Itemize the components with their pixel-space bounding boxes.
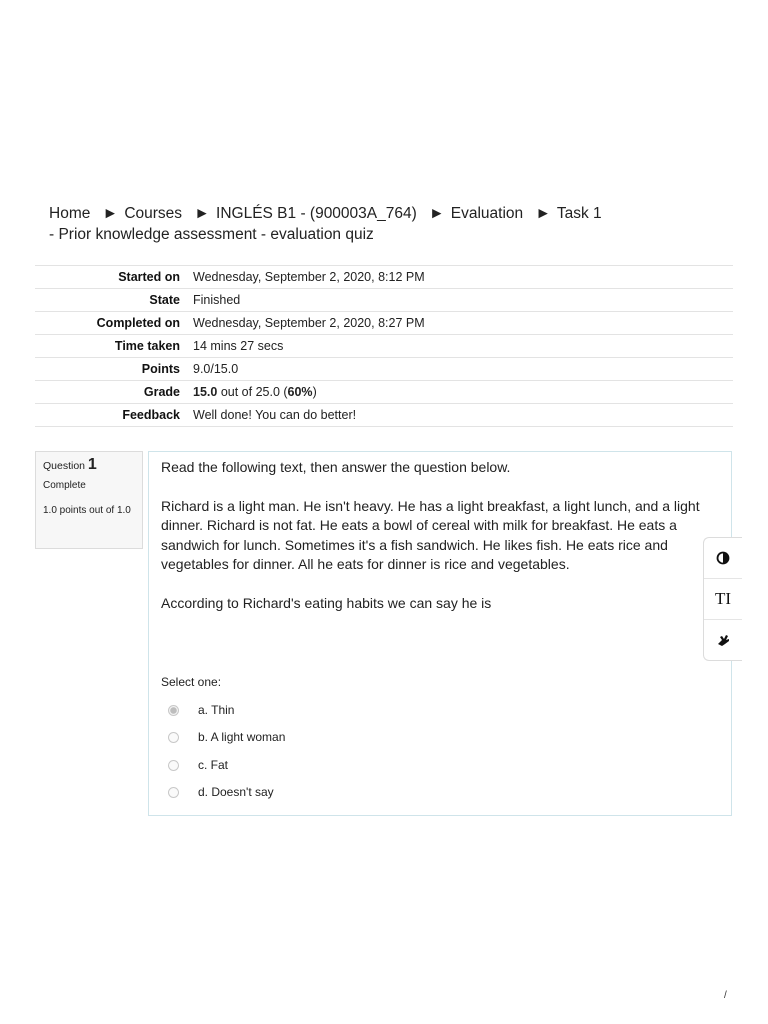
breadcrumb-evaluation-link[interactable]: Evaluation [450, 205, 524, 222]
question-content [148, 451, 732, 816]
answer-radio[interactable] [168, 732, 179, 743]
summary-row-time-taken [35, 335, 733, 358]
grade-score: 15.0 [193, 385, 218, 399]
text-size-icon[interactable] [704, 579, 742, 620]
summary-row-points [35, 358, 733, 381]
question-state: Complete [43, 480, 86, 491]
text-size-glyph: TI [714, 589, 732, 608]
question-stem: According to Richard's eating habits we can say he is [161, 594, 492, 611]
grade-percent: 60% [287, 385, 313, 399]
answer-radio[interactable] [168, 760, 179, 771]
accessibility-toolbar [703, 537, 742, 661]
summary-label: Started on [118, 270, 180, 284]
summary-value [187, 381, 733, 404]
summary-value: Well done! You can do better! [193, 408, 357, 422]
summary-value: 14 mins 27 secs [193, 339, 284, 353]
summary-label: State [149, 293, 180, 307]
answer-radio[interactable] [168, 705, 179, 716]
question-grade: 1.0 points out of 1.0 [43, 505, 131, 516]
answer-list [161, 697, 731, 807]
answer-option-c[interactable] [161, 752, 731, 780]
summary-row-started [35, 266, 733, 289]
breadcrumb-courses-link[interactable]: Courses [124, 205, 183, 222]
page-mark: / [724, 990, 727, 1001]
answer-label: a. Thin [198, 702, 235, 717]
summary-value: Finished [193, 293, 241, 307]
question-number [43, 456, 135, 474]
summary-label: Points [141, 362, 180, 376]
answer-option-b[interactable] [161, 724, 731, 752]
summary-label: Completed on [96, 316, 180, 330]
question-number-value: 1 [87, 456, 97, 473]
breadcrumb-quiz-link[interactable]: Task 1 - Prior knowledge assessment - evaluation quiz [49, 205, 602, 243]
question-label: Question [43, 460, 86, 472]
question-info-panel [35, 451, 143, 549]
summary-value: Wednesday, September 2, 2020, 8:27 PM [193, 316, 425, 330]
breadcrumb-separator: ► [102, 205, 119, 222]
summary-value: Wednesday, September 2, 2020, 8:12 PM [193, 270, 425, 284]
contrast-icon[interactable] [704, 538, 742, 579]
grade-close: ) [312, 385, 317, 399]
summary-row-feedback [35, 404, 733, 427]
select-one-prompt: Select one: [161, 675, 222, 689]
summary-row-completed [35, 312, 733, 335]
summary-row-grade [35, 381, 733, 404]
hand-icon[interactable] [704, 620, 742, 660]
answer-radio[interactable] [168, 787, 179, 798]
answer-option-d[interactable] [161, 779, 731, 807]
grade-out-of: out of 25.0 ( [217, 385, 288, 399]
attempt-summary-table [35, 265, 733, 427]
breadcrumb-home-link[interactable]: Home [49, 205, 91, 222]
summary-value: 9.0/15.0 [193, 362, 239, 376]
breadcrumb [49, 203, 609, 245]
answer-option-a[interactable] [161, 697, 731, 725]
question-passage: Richard is a light man. He isn't heavy. He has a light breakfast, a light lunch, and a light dinner. Richard is not fat. He eats a bowl of cereal with milk for breakfast. He eats a sandwich for lunch. Sometimes it's a fish sandwich. He likes fish. He eats rice and vegetables for dinner. All he eats for dinner is rice and vegetables. [161, 497, 700, 572]
question-intro: Read the following text, then answer the question below. [161, 459, 511, 475]
summary-label: Grade [143, 385, 180, 399]
breadcrumb-course-link[interactable]: INGLÉS B1 - (900003A_764) [216, 205, 417, 222]
answer-label: c. Fat [198, 757, 229, 772]
breadcrumb-separator: ► [429, 205, 445, 222]
answer-label: b. A light woman [198, 730, 286, 744]
summary-label: Feedback [122, 408, 180, 422]
summary-row-state [35, 289, 733, 312]
breadcrumb-separator: ► [535, 205, 551, 222]
summary-label: Time taken [114, 339, 180, 353]
breadcrumb-separator: ► [194, 205, 210, 222]
answer-label: d. Doesn't say [198, 785, 274, 799]
